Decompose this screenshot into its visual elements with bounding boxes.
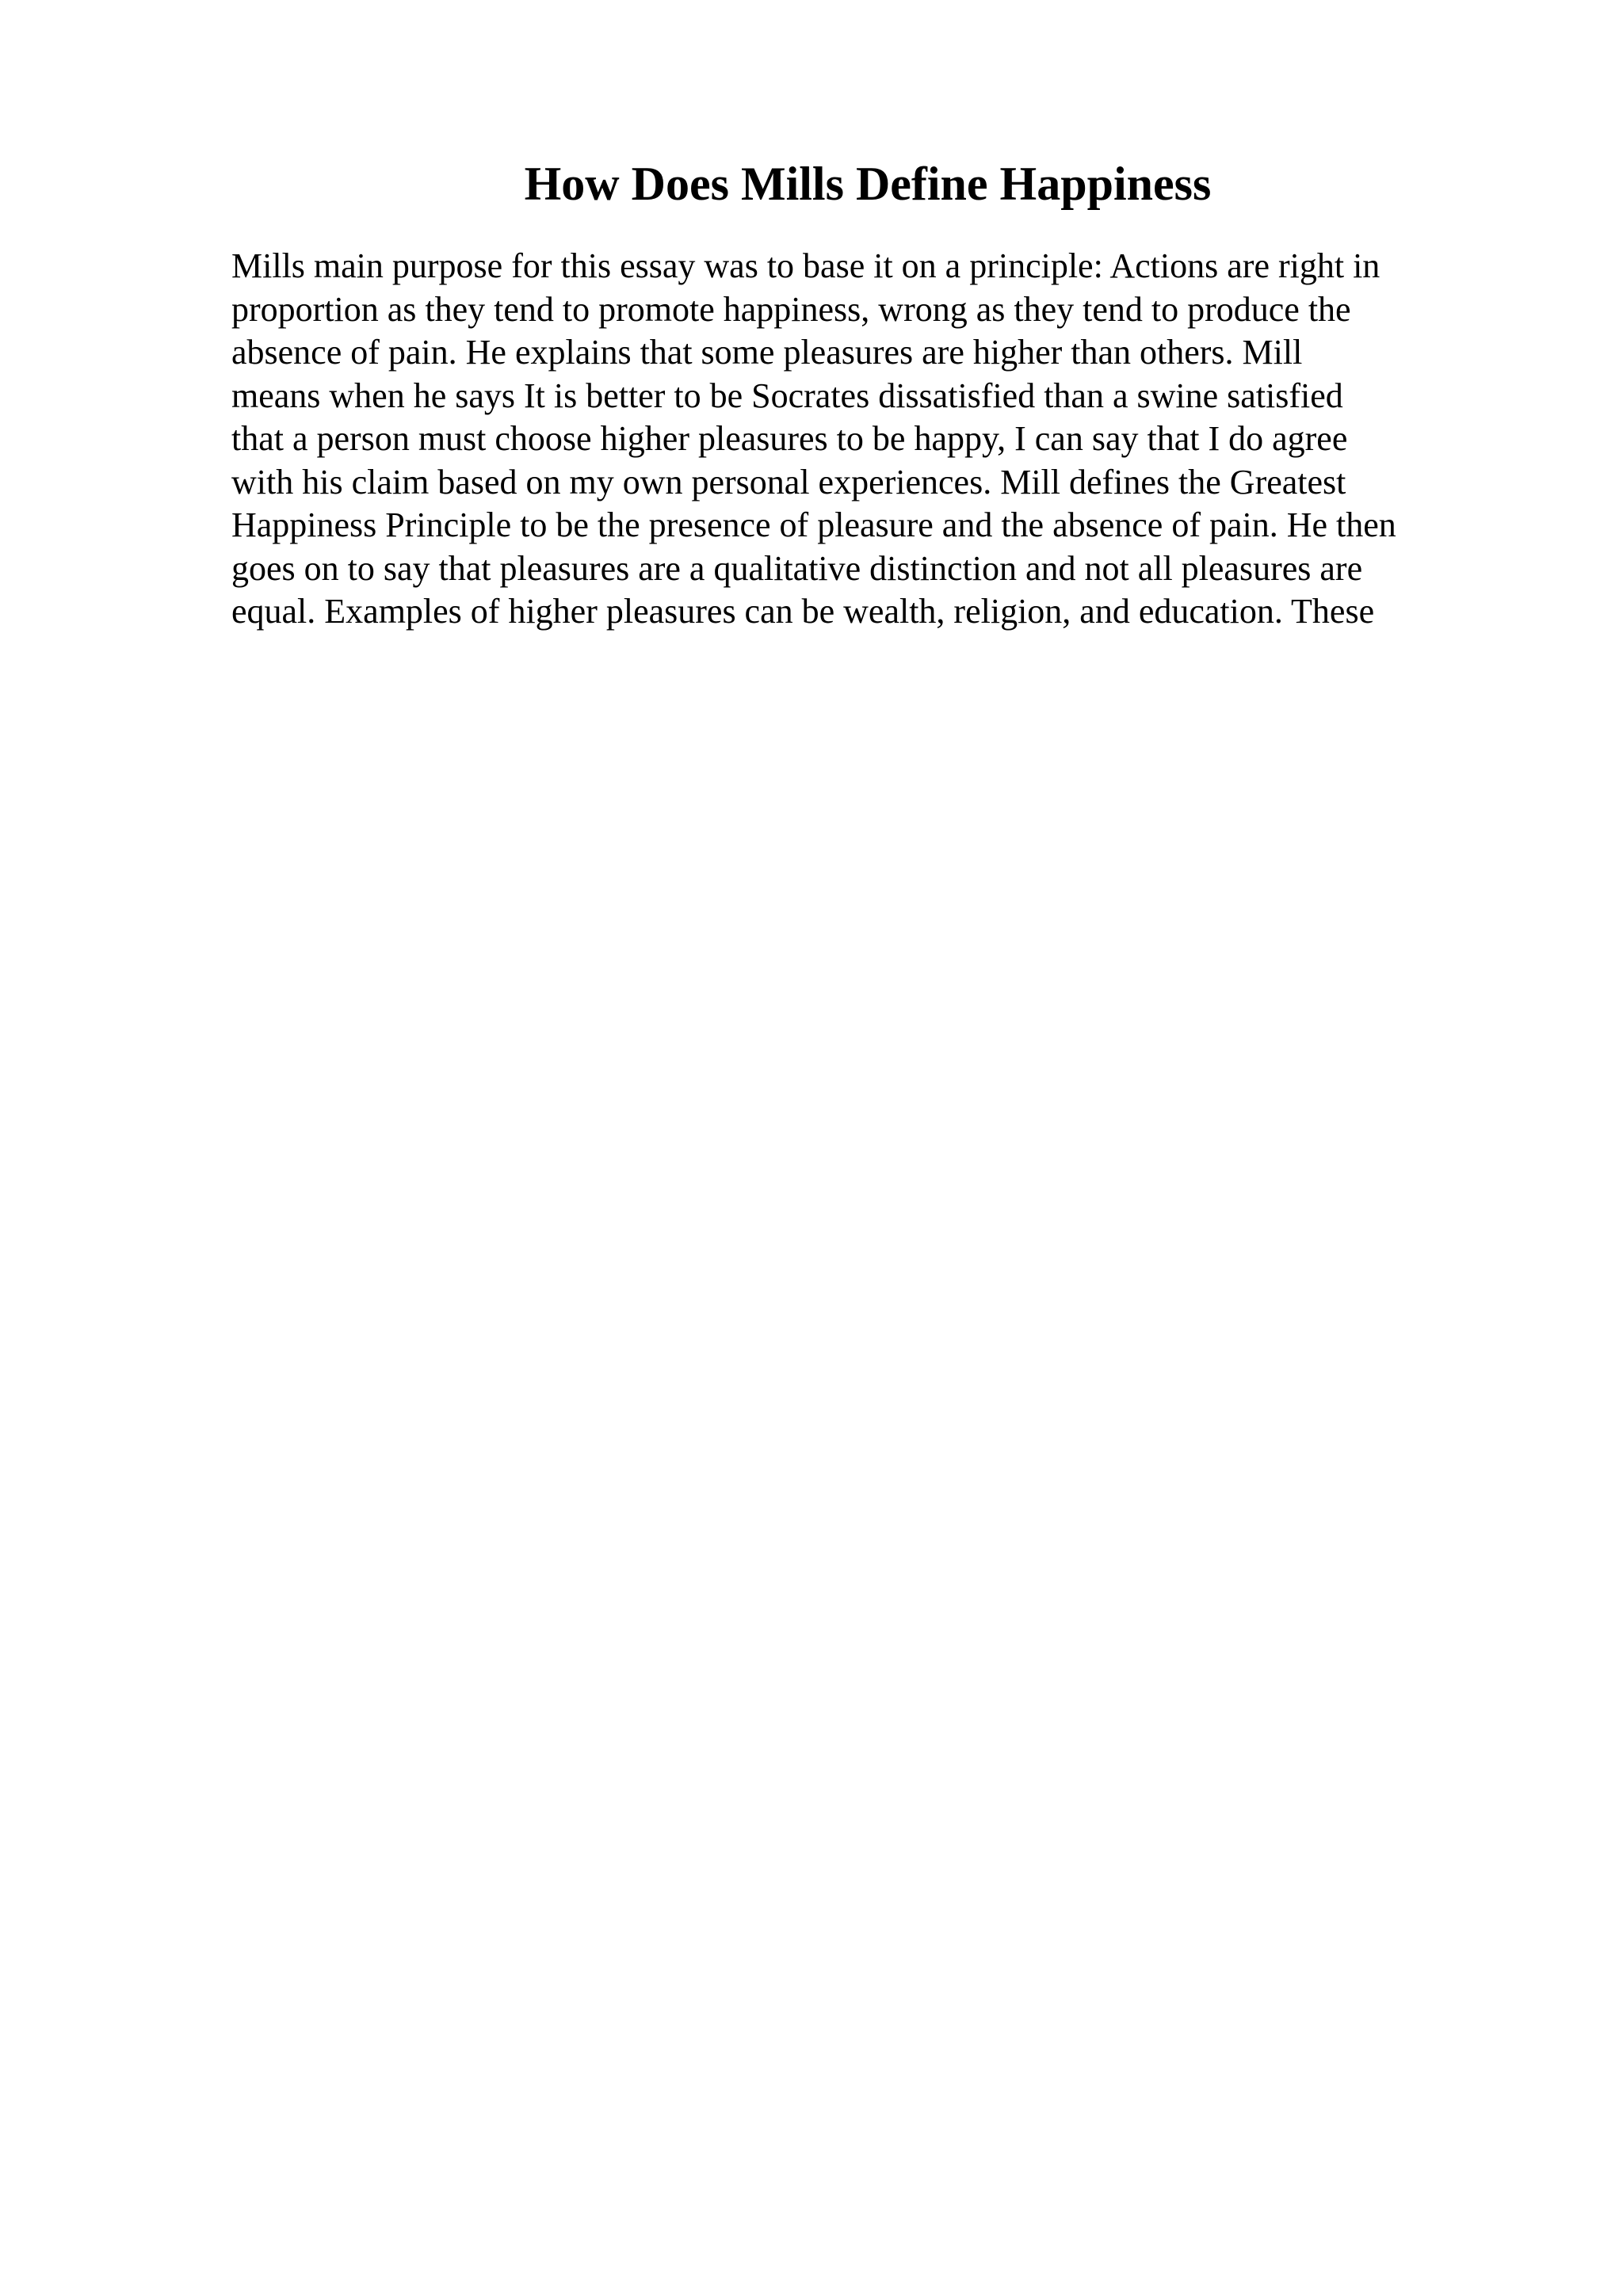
paragraph-line: equal. Examples of higher pleasures can be wealth, religion, and education. These bbox=[231, 592, 1375, 631]
paragraph-line: means when he says It is better to be Socrates dissatisfied than a swine satisfied bbox=[231, 376, 1343, 415]
paragraph-line: goes on to say that pleasures are a qualitative distinction and not all pleasures are bbox=[231, 548, 1363, 588]
paragraph-line: Happiness Principle to be the presence of pleasure and the absence of pain. He then bbox=[231, 505, 1396, 544]
paragraph-line: with his claim based on my own personal experiences. Mill defines the Greatest bbox=[231, 462, 1346, 502]
essay-paragraph bbox=[231, 245, 1499, 634]
paragraph-line: proportion as they tend to promote happiness, wrong as they tend to produce the bbox=[231, 289, 1351, 329]
paragraph-line: absence of pain. He explains that some pleasures are higher than others. Mill bbox=[231, 333, 1303, 372]
paragraph-line: that a person must choose higher pleasures to be happy, I can say that I do agree bbox=[231, 419, 1348, 458]
document-title: How Does Mills Define Happiness bbox=[524, 158, 1212, 210]
paragraph-line: Mills main purpose for this essay was to base it on a principle: Actions are right in bbox=[231, 246, 1381, 285]
